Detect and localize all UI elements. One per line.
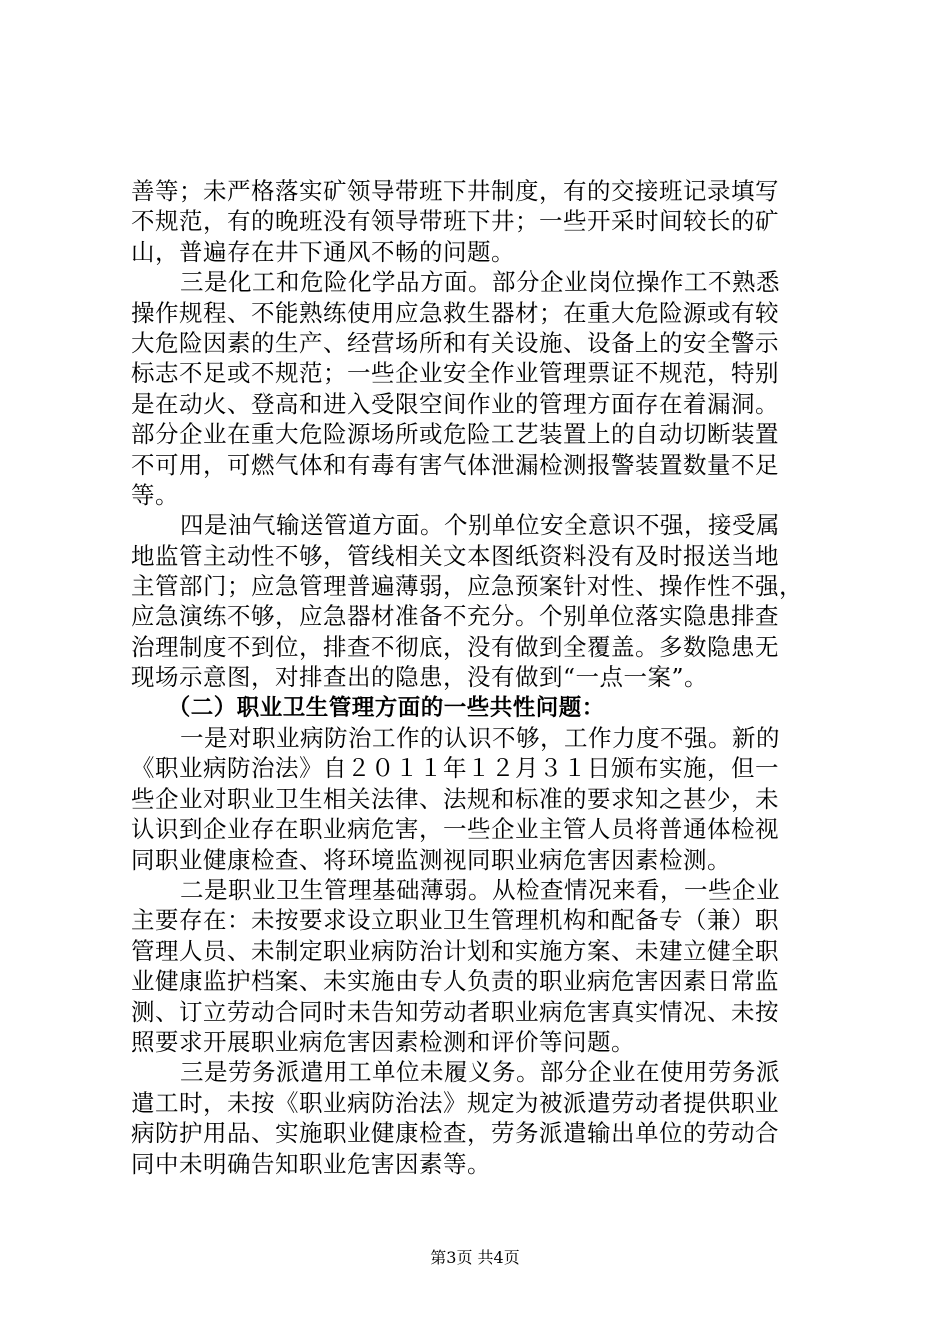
- text-line: 三是劳务派遣用工单位未履义务。部分企业在使用劳务派: [180, 1058, 780, 1087]
- document-body: [131, 176, 831, 1179]
- text-line: 业健康监护档案、未实施由专人负责的职业病危害因素日常监: [131, 967, 779, 996]
- text-line: 治理制度不到位，排查不彻底，没有做到全覆盖。多数隐患无: [131, 632, 779, 661]
- text-line: 现场示意图，对排查出的隐患，没有做到“一点一案”。: [131, 663, 709, 692]
- text-line: 大危险因素的生产、经营场所和有关设施、设备上的安全警示: [131, 328, 779, 357]
- text-line: 认识到企业存在职业病危害，一些企业主管人员将普通体检视: [131, 815, 779, 844]
- text-line: 不规范，有的晚班没有领导带班下井；一些开采时间较长的矿: [131, 207, 779, 236]
- text-line: 测、订立劳动合同时未告知劳动者职业病危害真实情况、未按: [131, 997, 779, 1026]
- text-line: 管理人员、未制定职业病防治计划和实施方案、未建立健全职: [131, 936, 779, 965]
- text-line: 主管部门；应急管理普遍薄弱，应急预案针对性、操作性不强，: [131, 572, 803, 601]
- text-line: 同职业健康检查、将环境监测视同职业病危害因素检测。: [131, 845, 731, 874]
- text-line: 等。: [131, 480, 179, 509]
- page-footer: 第3页 共4页: [430, 1248, 520, 1267]
- text-line: 二是职业卫生管理基础薄弱。从检查情况来看，一些企业: [180, 875, 780, 904]
- text-line: 《职业病防治法》自２０１１年１２月３１日颁布实施，但一: [131, 754, 779, 783]
- text-line: 主要存在：未按要求设立职业卫生管理机构和配备专（兼）职: [131, 906, 779, 935]
- text-line: 三是化工和危险化学品方面。部分企业岗位操作工不熟悉: [180, 268, 780, 297]
- text-line: 是在动火、登高和进入受限空间作业的管理方面存在着漏洞。: [131, 389, 779, 418]
- text-line: 照要求开展职业病危害因素检测和评价等问题。: [131, 1027, 635, 1056]
- text-line: 同中未明确告知职业危害因素等。: [131, 1149, 491, 1178]
- text-line: 些企业对职业卫生相关法律、法规和标准的要求知之甚少，未: [131, 784, 779, 813]
- text-line: 部分企业在重大危险源场所或危险工艺装置上的自动切断装置: [131, 420, 779, 449]
- text-line: 标志不足或不规范；一些企业安全作业管理票证不规范，特别: [131, 359, 779, 388]
- text-line: 遣工时，未按《职业病防治法》规定为被派遣劳动者提供职业: [131, 1088, 779, 1117]
- text-line: 地监管主动性不够，管线相关文本图纸资料没有及时报送当地: [131, 541, 779, 570]
- text-line: 病防护用品、实施职业健康检查，劳务派遣输出单位的劳动合: [131, 1119, 779, 1148]
- text-line: 善等；未严格落实矿领导带班下井制度，有的交接班记录填写: [131, 177, 779, 205]
- text-line: 四是油气输送管道方面。个别单位安全意识不强，接受属: [180, 511, 780, 540]
- text-line: 一是对职业病防治工作的认识不够，工作力度不强。新的: [180, 724, 780, 753]
- text-line: 操作规程、不能熟练使用应急救生器材；在重大危险源或有较: [131, 298, 779, 327]
- text-line: 应急演练不够，应急器材准备不充分。个别单位落实隐患排查: [131, 602, 779, 631]
- section-heading: （二）职业卫生管理方面的一些共性问题：: [167, 694, 605, 721]
- text-line: 不可用，可燃气体和有毒有害气体泄漏检测报警装置数量不足: [131, 450, 779, 479]
- text-line: 山，普遍存在井下通风不畅的问题。: [131, 237, 515, 266]
